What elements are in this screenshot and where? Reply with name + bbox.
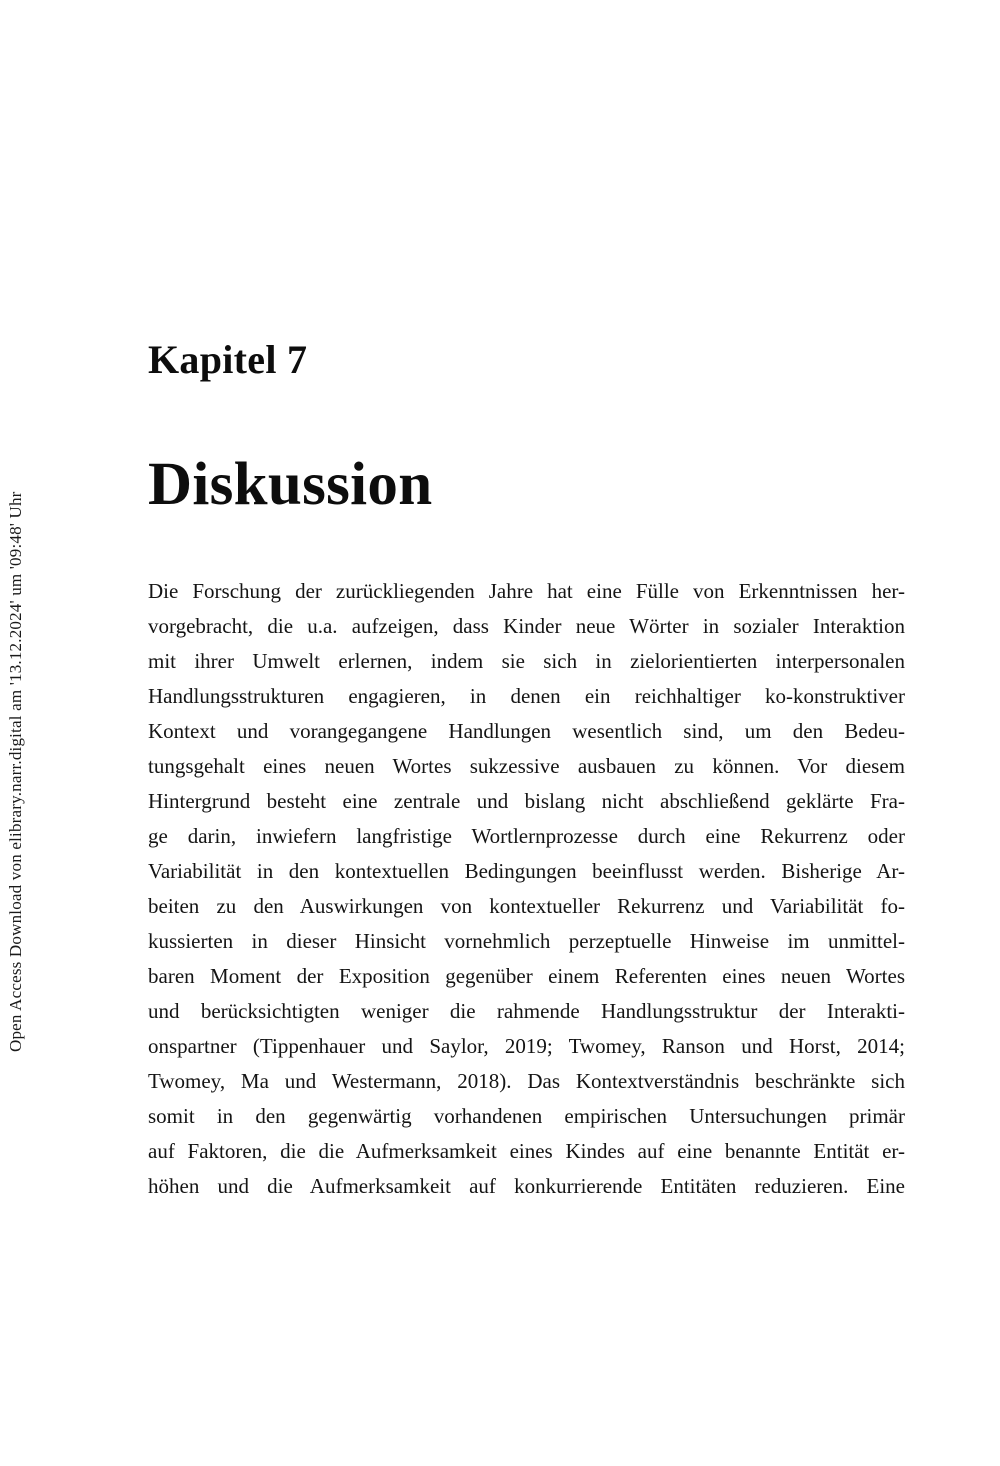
paragraph-line: ge darin, inwiefern langfristige Wortlernprozesse durch eine Rekurrenz oder [148, 824, 905, 848]
paragraph-line: somit in den gegenwärtig vorhandenen empirischen Untersuchungen primär [148, 1104, 905, 1128]
paragraph-line: und berücksichtigten weniger die rahmende Handlungsstruktur der Interakti- [148, 999, 905, 1023]
paragraph-line: Die Forschung der zurückliegenden Jahre hat eine Fülle von Erkenntnissen her- [148, 579, 905, 603]
paragraph-line: baren Moment der Exposition gegenüber einem Referenten eines neuen Wortes [148, 964, 905, 988]
paragraph-line: Hintergrund besteht eine zentrale und bislang nicht abschließend geklärte Fra- [148, 789, 905, 813]
paragraph-line: Variabilität in den kontextuellen Bedingungen beeinflusst werden. Bisherige Ar- [148, 859, 905, 883]
paragraph-line: mit ihrer Umwelt erlernen, indem sie sich in zielorientierten interpersonalen [148, 649, 905, 673]
paragraph-line: kussierten in dieser Hinsicht vornehmlich perzeptuelle Hinweise im unmittel- [148, 929, 905, 953]
chapter-label: Kapitel 7 [148, 337, 308, 382]
paragraph-line: höhen und die Aufmerksamkeit auf konkurrierende Entitäten reduzieren. Eine [148, 1174, 905, 1198]
paragraph-line: onspartner (Tippenhauer und Saylor, 2019; Twomey, Ranson und Horst, 2014; [148, 1034, 905, 1058]
paragraph-line: vorgebracht, die u.a. aufzeigen, dass Kinder neue Wörter in sozialer Interaktion [148, 614, 905, 638]
paragraph-line: Twomey, Ma und Westermann, 2018). Das Kontextverständnis beschränkte sich [148, 1069, 905, 1093]
paragraph-line: Handlungsstrukturen engagieren, in denen ein reichhaltiger ko-konstruktiver [148, 684, 905, 708]
paragraph-line: auf Faktoren, die die Aufmerksamkeit eines Kindes auf eine benannte Entität er- [148, 1139, 905, 1163]
paragraph-line: beiten zu den Auswirkungen von kontextueller Rekurrenz und Variabilität fo- [148, 894, 905, 918]
page-title: Diskussion [148, 451, 433, 518]
paragraph-line: tungsgehalt eines neuen Wortes sukzessive ausbauen zu können. Vor diesem [148, 754, 905, 778]
open-access-watermark: Open Access Download von elibrary.narr.digital am '13.12.2024' um '09:48' Uhr [6, 491, 25, 1052]
paragraph-line: Kontext und vorangegangene Handlungen wesentlich sind, um den Bedeu- [148, 719, 905, 743]
body-paragraph [148, 574, 905, 1204]
